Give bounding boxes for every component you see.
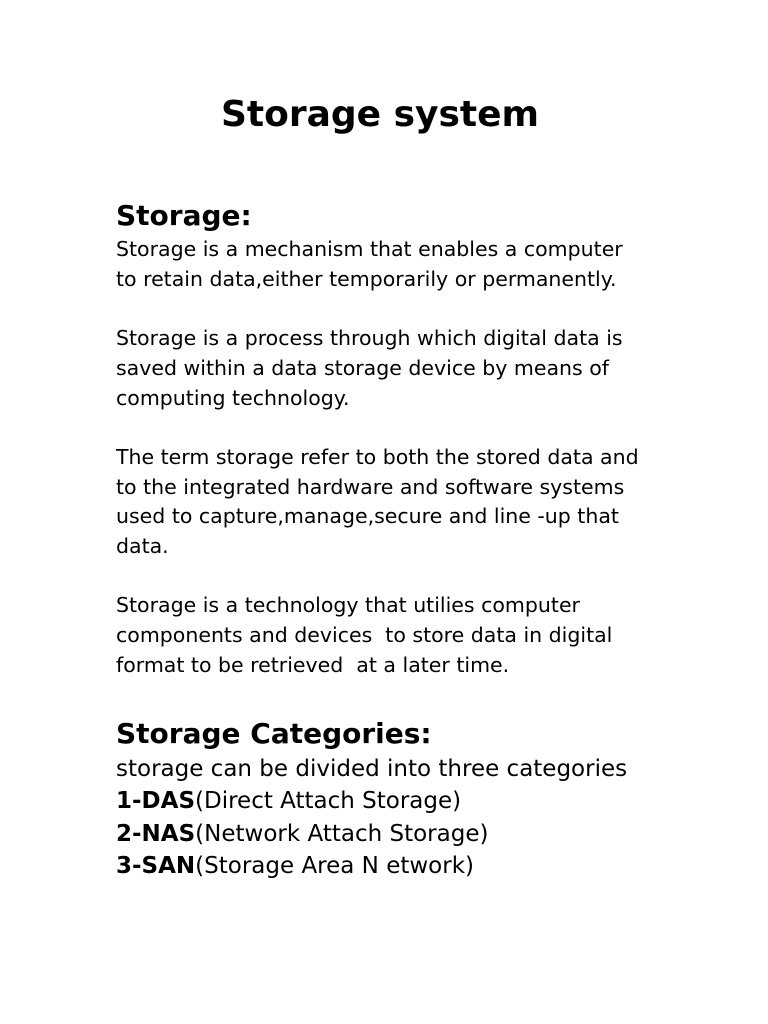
page-title: Storage system — [220, 94, 540, 135]
category-description: (Network Attach Storage) — [195, 820, 489, 847]
category-code: 1-DAS — [116, 788, 196, 814]
paragraph-3: The term storage refer to both the stored data and to the integrated hardware and software systems used to capture,manage,secure and line -up that data. — [116, 444, 639, 558]
category-item-san — [116, 850, 676, 883]
document-body — [116, 197, 676, 883]
section-heading-categories: Storage Categories: — [116, 716, 432, 750]
category-description: (Storage Area N etwork) — [195, 853, 475, 879]
category-code: 2-NAS — [116, 820, 196, 847]
category-item-das — [116, 785, 676, 818]
section-heading-storage: Storage: — [116, 199, 252, 232]
paragraph-4: Storage is a technology that utilies computer components and devices to store data in digital format to be retrieved at a later time. — [116, 593, 613, 677]
paragraph-2: Storage is a process through which digital data is saved within a data storage device by means of computing technology. — [116, 326, 623, 410]
category-description: (Direct Attach Storage) — [195, 788, 462, 814]
categories-intro: storage can be divided into three categories — [116, 755, 628, 782]
paragraph-1: Storage is a mechanism that enables a computer to retain data,either temporarily or permanently. — [116, 237, 623, 291]
category-item-nas — [116, 818, 676, 851]
category-code: 3-SAN — [116, 853, 196, 879]
